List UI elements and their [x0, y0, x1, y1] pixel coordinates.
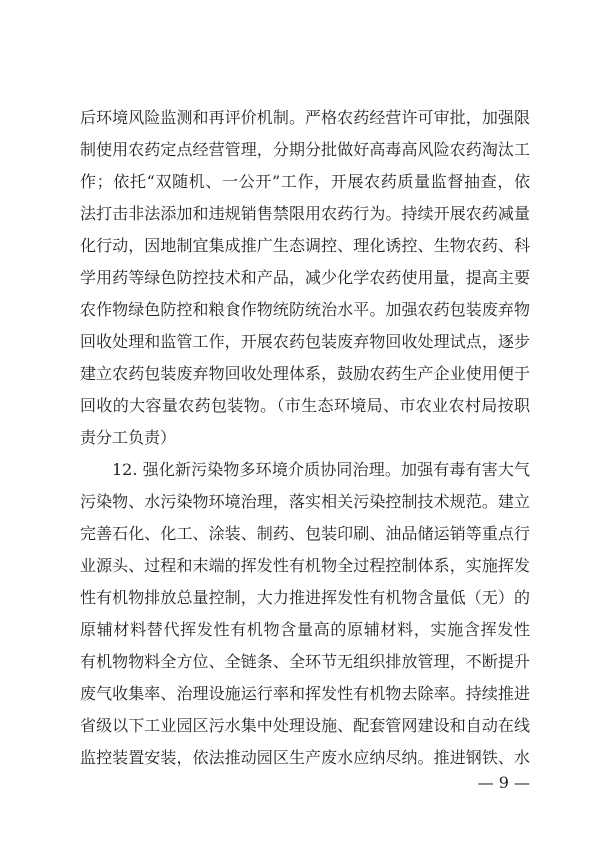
paragraph-line: 责分工负责） — [80, 428, 177, 447]
paragraph-line: 性有机物排放总量控制，大力推进挥发性有机物含量低（无）的 — [80, 588, 530, 607]
paragraph-line: 学用药等绿色防控技术和产品，减少化学农药使用量，提高主要 — [80, 268, 530, 287]
paragraph-line: 业源头、过程和末端的挥发性有机物全过程控制体系，实施挥发 — [80, 556, 530, 575]
paragraph-line: 有机物物料全方位、全链条、全环节无组织排放管理，不断提升 — [80, 652, 530, 671]
paragraph-line: 建立农药包装废弃物回收处理体系，鼓励农药生产企业使用便于 — [80, 364, 530, 383]
paragraph-line: 制使用农药定点经营管理，分期分批做好高毒高风险农药淘汰工 — [80, 140, 530, 159]
paragraph-item-12 — [80, 460, 530, 780]
paragraph-line: 废气收集率、治理设施运行率和挥发性有机物去除率。持续推进 — [80, 684, 530, 703]
paragraph-line: 化行动，因地制宜集成推广生态调控、理化诱控、生物农药、科 — [80, 236, 530, 255]
paragraph-line: 原辅材料替代挥发性有机物含量高的原辅材料，实施含挥发性 — [80, 620, 530, 639]
paragraph-line: 完善石化、化工、涂装、制药、包装印刷、油品储运销等重点行 — [80, 524, 530, 543]
paragraph-line: 12. 强化新污染物多环境介质协同治理。加强有毒有害大气 — [112, 460, 530, 479]
paragraph-line: 污染物、水污染物环境治理，落实相关污染控制技术规范。建立 — [80, 492, 530, 511]
paragraph-line: 后环境风险监测和再评价机制。严格农药经营许可审批，加强限 — [80, 108, 530, 127]
paragraph-line: 回收处理和监管工作，开展农药包装废弃物回收处理试点，逐步 — [80, 332, 530, 351]
paragraph-line: 农作物绿色防控和粮食作物统防统治水平。加强农药包装废弃物 — [80, 300, 530, 319]
page-number: — 9 — — [477, 773, 530, 792]
paragraph-line: 作；依托“双随机、一公开”工作，开展农药质量监督抽查，依 — [80, 172, 530, 191]
paragraph-line: 法打击非法添加和违规销售禁限用农药行为。持续开展农药减量 — [80, 204, 530, 223]
paragraph-line: 省级以下工业园区污水集中处理设施、配套管网建设和自动在线 — [80, 716, 530, 735]
paragraph-line: 回收的大容量农药包装物。（市生态环境局、市农业农村局按职 — [80, 396, 530, 415]
paragraph-pesticide-management — [80, 108, 530, 460]
paragraph-line: 监控装置安装，依法推动园区生产废水应纳尽纳。推进钢铁、水 — [80, 748, 530, 767]
